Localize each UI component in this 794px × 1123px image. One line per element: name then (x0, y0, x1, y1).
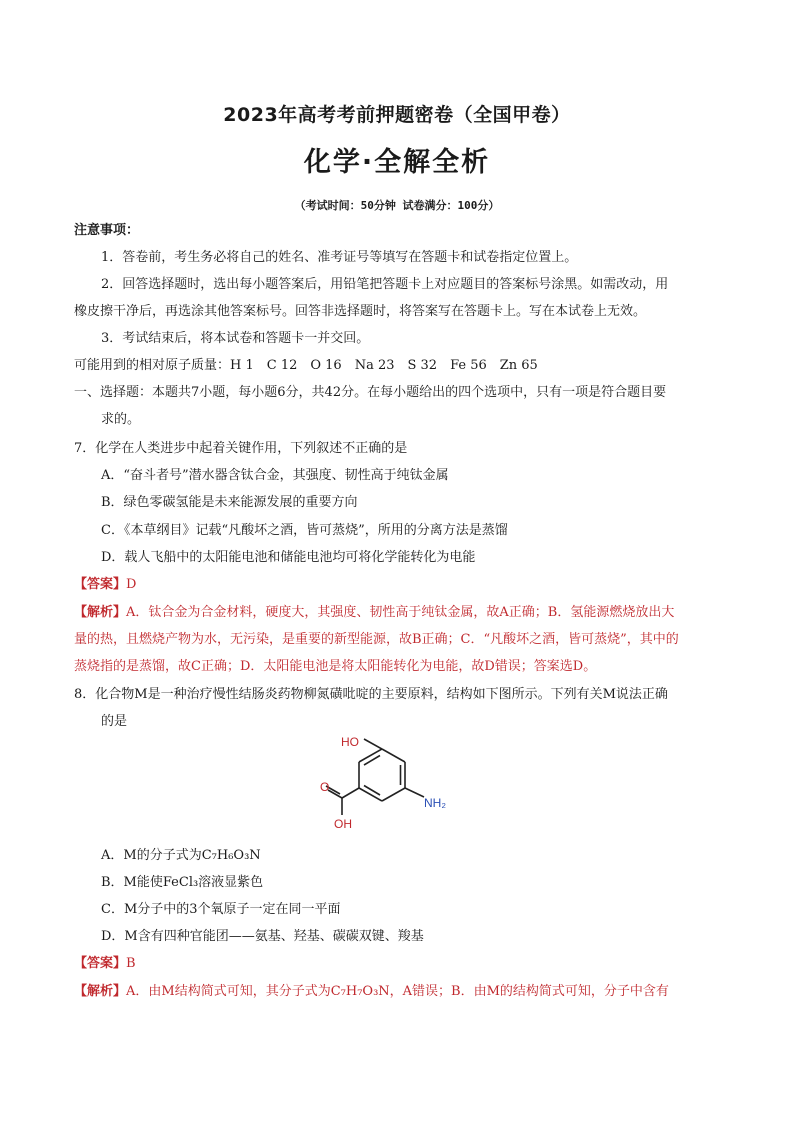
q7-analysis-tag: 【解析】 (74, 605, 127, 620)
notice-item-2-cont: 橡皮擦干净后，再选涂其他答案标号。回答非选择题时，将答案写在答题卡上。写在本试卷上无效。 (74, 304, 647, 319)
notice-item-1: 1．答卷前，考生务必将自己的姓名、准考证号等填写在答题卡和试卷指定位置上。 (101, 250, 578, 265)
q8-option-b: B．M能使FeCl₃溶液显紫色 (101, 875, 264, 890)
notice-heading: 注意事项： (74, 223, 140, 238)
q7-analysis-line-3: 蒸烧指的是蒸馏，故C正确；D．太阳能电池是将太阳能转化为电能，故D错误；答案选D。 (74, 659, 597, 674)
q8-analysis-text-1: A．由M结构简式可知，其分子式为C₇H₇O₃N，A错误；B．由M的结构简式可知，分子中含有 (126, 984, 669, 999)
hydroxyl-bond (364, 739, 382, 749)
q8-answer-value: B (126, 956, 136, 971)
q8-stem-line-1: 8．化合物M是一种治疗慢性结肠炎药物柳氮磺吡啶的主要原料，结构如下图所示。下列有关M说法正确 (74, 687, 668, 702)
q7-stem: 7．化学在人类进步中起着关键作用，下列叙述不正确的是 (74, 441, 408, 456)
atomic-masses: 可能用到的相对原子质量：H 1 C 12 O 16 Na 23 S 32 Fe 56 Zn 65 (74, 358, 538, 373)
benzene-ring (359, 749, 405, 801)
q7-analysis-line-2: 量的热，且燃烧产物为水，无污染，是重要的新型能源，故B正确；C．“凡酸坏之酒，皆可蒸烧”，其中的 (74, 632, 679, 647)
q8-analysis-line-1 (74, 983, 669, 1001)
q7-option-c: C．《本草纲目》记载“凡酸坏之酒，皆可蒸烧”，所用的分离方法是蒸馏 (101, 523, 508, 538)
amino-bond (405, 788, 424, 797)
q7-option-a: A．“奋斗者号”潜水器含钛合金，其强度、韧性高于纯钛金属 (101, 468, 449, 483)
q8-option-a: A．M的分子式为C₇H₆O₃N (101, 848, 261, 863)
q8-analysis-tag: 【解析】 (74, 984, 127, 999)
structure-diagram (320, 735, 480, 835)
q7-analysis-line-1 (74, 604, 674, 622)
label-carbonyl-o: O (320, 780, 330, 794)
q8-stem-line-2: 的是 (101, 714, 128, 729)
carboxyl-bond (342, 788, 359, 798)
label-hydroxyl: HO (341, 735, 359, 749)
notice-item-3: 3．考试结束后，将本试卷和答题卡一并交回。 (101, 331, 370, 346)
exam-info: （考试时间：50分钟 试卷满分：100分） (294, 199, 500, 212)
exam-title: 2023年高考考前押题密卷（全国甲卷） (223, 104, 571, 126)
q8-option-d: D．M含有四种官能团——氨基、羟基、碳碳双键、羧基 (101, 929, 424, 944)
q7-option-d: D．载人飞船中的太阳能电池和储能电池均可将化学能转化为电能 (101, 550, 476, 565)
q7-analysis-text-1: A．钛合金为合金材料，硬度大，其强度、韧性高于纯钛金属，故A正确；B．氢能源燃烧放出大 (126, 605, 675, 620)
section-heading: 一、选择题：本题共7小题，每小题6分，共42分。在每小题给出的四个选项中，只有一项是符合题目要 (74, 385, 667, 400)
q7-answer (74, 576, 136, 594)
q7-answer-tag: 【答案】 (74, 577, 127, 592)
q7-answer-value: D (126, 577, 137, 592)
q7-option-b: B．绿色零碳氢能是未来能源发展的重要方向 (101, 495, 358, 510)
section-heading-cont: 求的。 (101, 412, 141, 427)
label-acid-oh: OH (334, 817, 352, 831)
q8-answer-tag: 【答案】 (74, 956, 127, 971)
notice-item-2: 2．回答选择题时，选出每小题答案后，用铅笔把答题卡上对应题目的答案标号涂黑。如需改动，用 (101, 277, 669, 292)
page-title: 化学·全解全析 (303, 147, 491, 178)
q8-answer (74, 955, 136, 973)
q8-option-c: C．M分子中的3个氧原子一定在同一平面 (101, 902, 341, 917)
label-amino: NH₂ (424, 796, 446, 810)
